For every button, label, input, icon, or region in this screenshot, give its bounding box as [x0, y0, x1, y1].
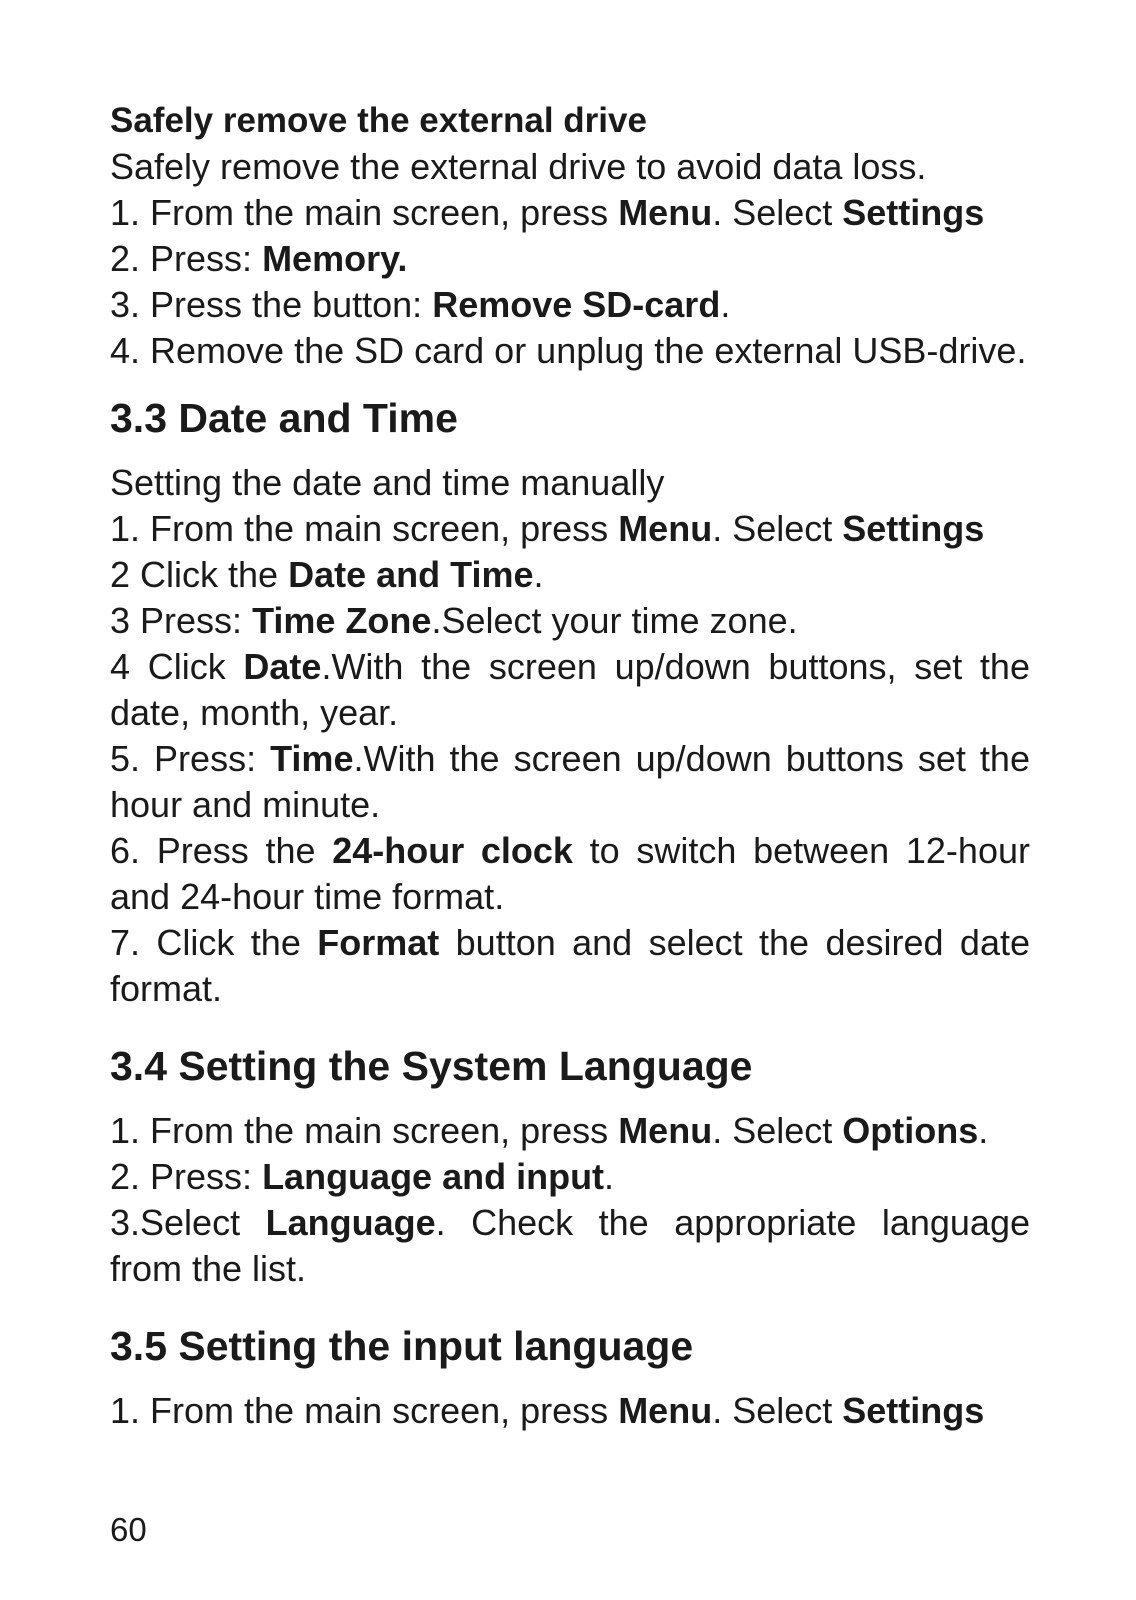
- date-time-step-3: 3 Press: Time Zone.Select your time zone.: [110, 600, 798, 641]
- date-time-step-2: 2 Click the Date and Time.: [110, 554, 544, 595]
- safely-remove-title: Safely remove the external drive: [110, 101, 647, 140]
- section-title-date-time: 3.3 Date and Time: [110, 395, 458, 441]
- manual-page: [110, 98, 1030, 1434]
- safely-remove-step-1: 1. From the main screen, press Menu. Select Settings: [110, 192, 985, 233]
- date-time-step-4: 4 Click Date.With the screen up/down buttons, set the date, month, year.: [110, 646, 1030, 733]
- system-language-step-3: 3.Select Language. Check the appropriate language from the list.: [110, 1202, 1030, 1289]
- date-time-step-7: 7. Click the Format button and select the desired date format.: [110, 922, 1030, 1009]
- section-title-system-language: 3.4 Setting the System Language: [110, 1043, 753, 1089]
- safely-remove-intro: Safely remove the external drive to avoid data loss.: [110, 146, 927, 187]
- date-time-step-1: 1. From the main screen, press Menu. Select Settings: [110, 508, 985, 549]
- date-time-intro: Setting the date and time manually: [110, 462, 665, 503]
- safely-remove-step-4: 4. Remove the SD card or unplug the external USB-drive.: [110, 330, 1027, 371]
- safely-remove-step-3: 3. Press the button: Remove SD-card.: [110, 284, 731, 325]
- safely-remove-step-2: 2. Press: Memory.: [110, 238, 408, 279]
- system-language-step-1: 1. From the main screen, press Menu. Select Options.: [110, 1110, 989, 1151]
- input-language-step-1: 1. From the main screen, press Menu. Select Settings: [110, 1390, 985, 1431]
- date-time-step-5: 5. Press: Time.With the screen up/down buttons set the hour and minute.: [110, 738, 1030, 825]
- page-number: 60: [110, 1511, 147, 1548]
- section-title-input-language: 3.5 Setting the input language: [110, 1323, 694, 1369]
- system-language-step-2: 2. Press: Language and input.: [110, 1156, 615, 1197]
- date-time-step-6: 6. Press the 24-hour clock to switch between 12-hour and 24-hour time format.: [110, 830, 1030, 917]
